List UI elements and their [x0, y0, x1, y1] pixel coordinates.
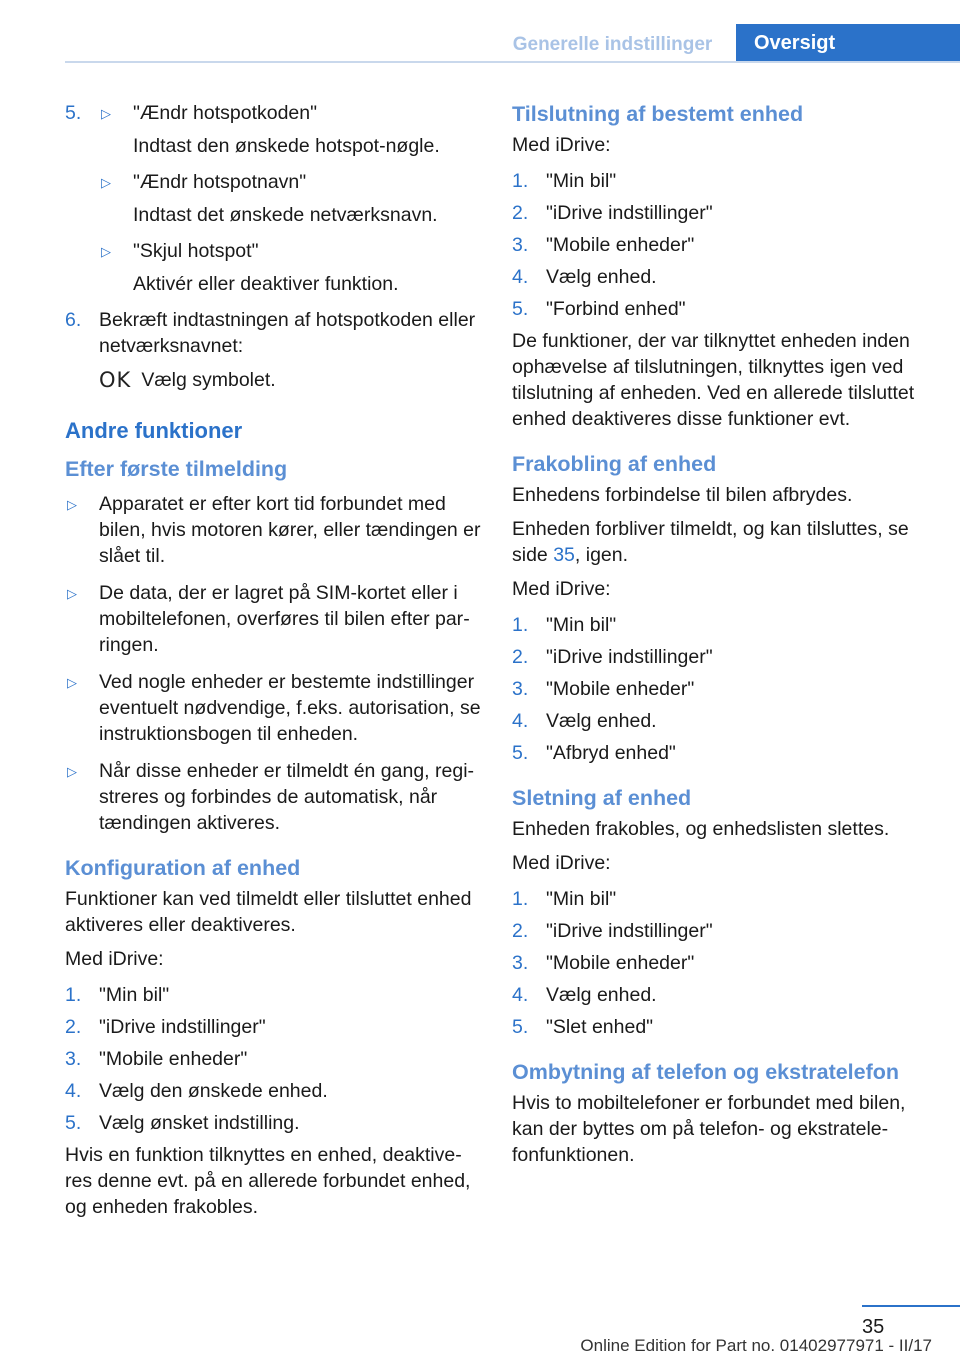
step-number: 6.: [65, 309, 82, 331]
step-number: 5.: [65, 1112, 82, 1134]
header-rule: [65, 61, 960, 63]
list-item: [512, 1014, 932, 1040]
list-item: [512, 918, 932, 944]
step-number: 4.: [512, 266, 529, 288]
page-link[interactable]: 35: [553, 544, 575, 566]
heading-konfiguration: Konfiguration af enhed: [65, 856, 301, 880]
list-item: [65, 491, 481, 569]
option-description: Indtast det ønskede netværksnavn.: [133, 204, 438, 226]
step-text: "Slet enhed": [546, 1016, 654, 1038]
step-number: 5.: [512, 1016, 529, 1038]
list-item: [99, 169, 481, 228]
option-label: "Ændr hotspotnavn": [133, 171, 307, 193]
step-text: Bekræft indtastningen af hotspotkoden eller netværksnavnet:: [99, 309, 476, 357]
bullet-text: Når disse enheder er tilmeldt én gang, registreres og forbindes de automatisk, når tændingen aktiveres.: [99, 760, 475, 834]
step-number: 1.: [512, 888, 529, 910]
text-span: Enheden forbliver tilmeldt, og kan tilsluttes, se side: [512, 518, 909, 566]
step-text: Vælg enhed.: [546, 710, 657, 732]
list-item: [99, 100, 481, 159]
step-number: 3.: [512, 952, 529, 974]
paragraph: Hvis en funktion tilknyttes en enhed, deaktiveres denne evt. på en allerede forbundet enhed, og enheden frakobles.: [65, 1144, 471, 1218]
list-item: [512, 296, 932, 322]
list-item: [512, 708, 932, 734]
step-text: "Min bil": [99, 984, 170, 1006]
list-item: [65, 307, 481, 393]
step-text: "iDrive indstillinger": [546, 920, 713, 942]
heading-efter-foerste-tilmelding: Efter første tilmelding: [65, 457, 288, 481]
paragraph: Hvis to mobiltelefoner er forbundet med bilen, kan der byttes om på telefon- og ekstratelefonfunktionen.: [512, 1092, 906, 1166]
step-number: 4.: [512, 710, 529, 732]
step-number: 3.: [512, 234, 529, 256]
header-tab-oversigt: Oversigt: [736, 24, 960, 62]
option-description: Aktivér eller deaktiver funktion.: [133, 273, 399, 295]
paragraph: Enheden frakobles, og enhedslisten slettes.: [512, 818, 890, 840]
tilslut-steps: [512, 168, 932, 322]
paragraph: Funktioner kan ved tilmeldt eller tilsluttet enhed aktiveres eller deaktiveres.: [65, 888, 472, 936]
list-item: [512, 232, 932, 258]
list-item: [65, 669, 481, 747]
konfig-steps: [65, 982, 481, 1136]
step-number: 4.: [512, 984, 529, 1006]
list-item: [65, 1078, 481, 1104]
list-item: [65, 758, 481, 836]
step-text: "Mobile enheder": [546, 952, 695, 974]
frakob-steps: [512, 612, 932, 766]
step-number: 2.: [512, 202, 529, 224]
step-text: Vælg enhed.: [546, 266, 657, 288]
triangle-bullet-icon: ▷: [101, 244, 111, 259]
list-item: [512, 264, 932, 290]
triangle-bullet-icon: ▷: [67, 497, 77, 512]
step-text: "Min bil": [546, 170, 617, 192]
step-text: "iDrive indstillinger": [546, 646, 713, 668]
bullet-text: Apparatet er efter kort tid forbundet med bilen, hvis motoren kører, eller tændingen er slået til.: [99, 493, 481, 567]
triangle-bullet-icon: ▷: [101, 175, 111, 190]
list-item: [512, 950, 932, 976]
paragraph: Med iDrive:: [512, 578, 611, 600]
option-label: "Ændr hotspotkoden": [133, 102, 318, 124]
heading-frakobling: Frakobling af enhed: [512, 452, 717, 476]
step-text: Vælg den ønskede enhed.: [99, 1080, 328, 1102]
paragraph: Med iDrive:: [65, 948, 164, 970]
pairing-notes: [65, 491, 481, 836]
triangle-bullet-icon: ▷: [67, 675, 77, 690]
step-text: "Forbind enhed": [546, 298, 686, 320]
list-item: [512, 644, 932, 670]
list-item: [512, 676, 932, 702]
heading-andre-funktioner: Andre funktioner: [65, 418, 243, 443]
text-span: , igen.: [574, 544, 629, 566]
bullet-text: De data, der er lagret på SIM-kortet eller i mobiltelefonen, overføres til bilen efter parringen.: [99, 582, 470, 656]
step-number: 1.: [512, 170, 529, 192]
heading-tilslutning: Tilslutning af bestemt enhed: [512, 102, 804, 126]
heading-ombytning: Ombytning af telefon og ekstratelefon: [512, 1060, 900, 1084]
step-number: 2.: [512, 920, 529, 942]
list-item: [512, 740, 932, 766]
header-section-title: Generelle indstillinger: [512, 33, 713, 55]
page-number: 35: [862, 1316, 885, 1338]
footer-rule: [862, 1305, 960, 1307]
list-item: [512, 982, 932, 1008]
step-number: 5.: [512, 742, 529, 764]
step-number: 3.: [65, 1048, 82, 1070]
step5-options: [99, 100, 481, 297]
bullet-text: Ved nogle enheder er bestemte indstillinger eventuelt nødvendige, f.eks. autorisation, se instruktionsbogen til enheden.: [99, 671, 481, 745]
ok-line: [99, 367, 481, 393]
paragraph: De funktioner, der var tilknyttet enheden inden ophævelse af tilslutningen, tilknyttes igen ved tilslutning af enheden. Ved en allerede tilsluttet enhed deaktiveres disse funktioner evt.: [512, 330, 915, 430]
step-text: Vælg ønsket indstilling.: [99, 1112, 300, 1134]
step-number: 4.: [65, 1080, 82, 1102]
step-number: 1.: [65, 984, 82, 1006]
list-item: [65, 580, 481, 658]
step-text: "Mobile enheder": [546, 678, 695, 700]
step-number: 1.: [512, 614, 529, 636]
paragraph: [512, 516, 932, 568]
step-text: "Min bil": [546, 888, 617, 910]
paragraph: Med iDrive:: [512, 134, 611, 156]
list-item: [65, 100, 481, 297]
left-column: [65, 100, 481, 1228]
right-column: [512, 100, 932, 1176]
list-item: [65, 1046, 481, 1072]
list-item: [65, 1110, 481, 1136]
list-item: [65, 982, 481, 1008]
hotspot-steps: [65, 100, 481, 393]
ok-symbol-icon: OK: [99, 368, 132, 392]
step-number: 5.: [65, 102, 82, 124]
list-item: [99, 238, 481, 297]
step-number: 3.: [512, 678, 529, 700]
step-text: "iDrive indstillinger": [99, 1016, 266, 1038]
ok-instruction: Vælg symbolet.: [141, 369, 276, 391]
triangle-bullet-icon: ▷: [101, 106, 111, 121]
step-text: "Afbryd enhed": [546, 742, 676, 764]
list-item: [512, 200, 932, 226]
triangle-bullet-icon: ▷: [67, 586, 77, 601]
step-text: "Mobile enheder": [546, 234, 695, 256]
step-text: "iDrive indstillinger": [546, 202, 713, 224]
list-item: [512, 168, 932, 194]
paragraph: Enhedens forbindelse til bilen afbrydes.: [512, 484, 853, 506]
step-text: "Min bil": [546, 614, 617, 636]
step-text: "Mobile enheder": [99, 1048, 248, 1070]
step-number: 2.: [65, 1016, 82, 1038]
step-number: 5.: [512, 298, 529, 320]
step-text: Vælg enhed.: [546, 984, 657, 1006]
list-item: [512, 612, 932, 638]
heading-sletning: Sletning af enhed: [512, 786, 692, 810]
option-description: Indtast den ønskede hotspot-nøgle.: [133, 135, 440, 157]
list-item: [65, 1014, 481, 1040]
slet-steps: [512, 886, 932, 1040]
list-item: [512, 886, 932, 912]
option-label: "Skjul hotspot": [133, 240, 259, 262]
triangle-bullet-icon: ▷: [67, 764, 77, 779]
paragraph: Med iDrive:: [512, 852, 611, 874]
edition-line: Online Edition for Part no. 01402977971 - II/17: [580, 1336, 932, 1355]
step-number: 2.: [512, 646, 529, 668]
